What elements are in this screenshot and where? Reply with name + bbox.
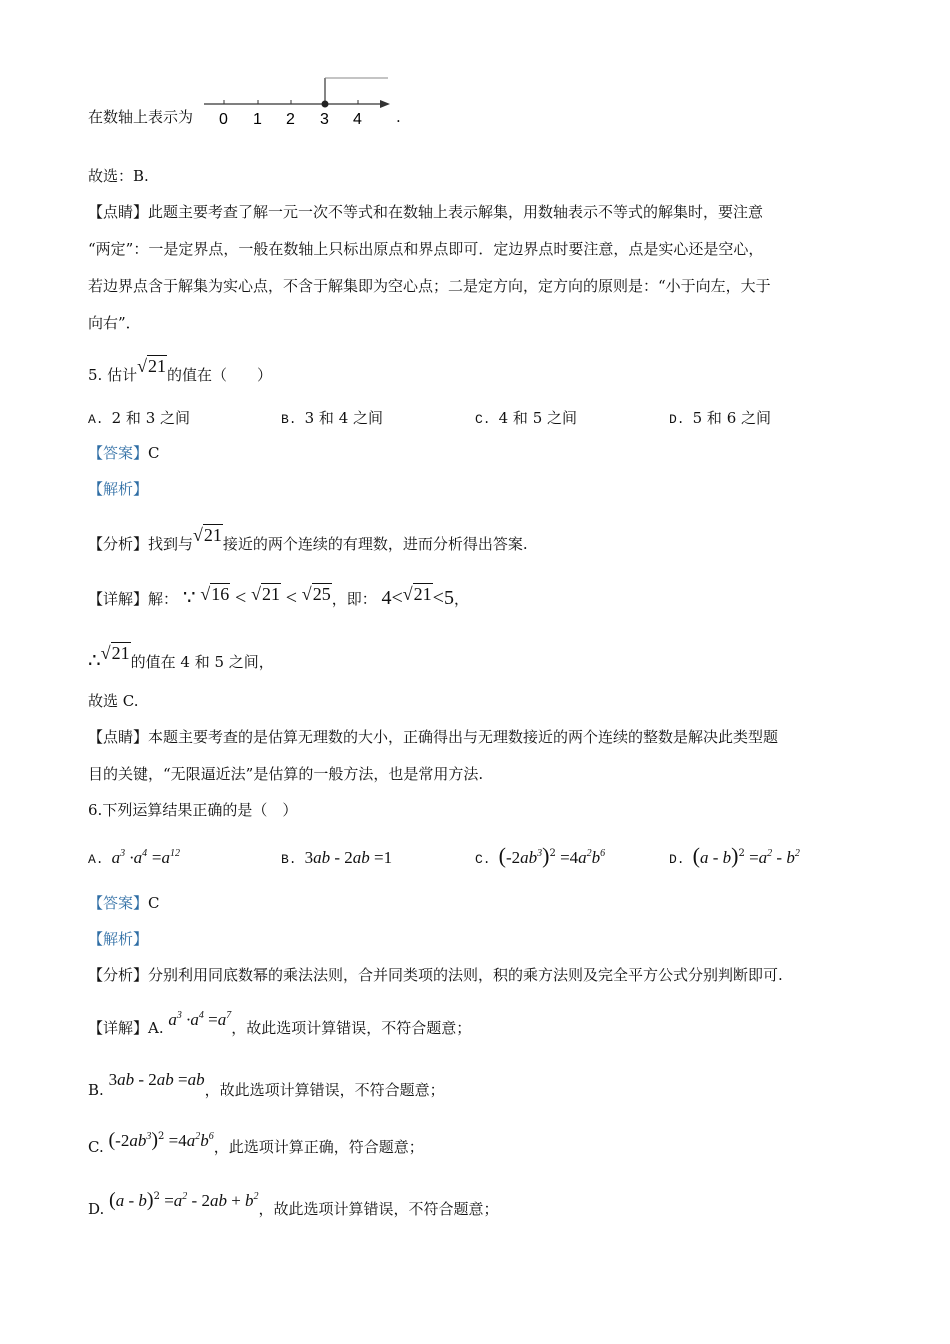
q5-therefore: ∴√21的值在 4 和 5 之间，: [88, 643, 274, 672]
q6-option-d: D. $(a - b)^2 =a^2 - b^2$: [669, 843, 800, 868]
q6-answer: 【答案】C: [88, 894, 160, 912]
q6-detail-c: C. $(-2ab^3)^2 =4a^2b^6$，此选项计算正确，符合题意；: [88, 1129, 424, 1156]
q4-remark-line-1: 【点睛】此题主要考查了解一元一次不等式和在数轴上表示解集，用数轴表示不等式的解集时，要注意: [88, 203, 764, 221]
sqrt-expression: √21: [137, 356, 166, 376]
q6-option-a: A. $a^3 \cdot a^4 =a^{12}$: [88, 848, 180, 867]
q5-option-b: B. 3 和 4 之间: [281, 409, 384, 427]
numberline-row: [88, 107, 193, 127]
q5-option-a: A. 2 和 3 之间: [88, 409, 191, 427]
sqrt-expression: √21: [193, 525, 222, 545]
q6-detail-b: B. 3ab - 2ab =ab，故此选项计算错误，不符合题意；: [88, 1070, 445, 1099]
q5-choose: 故选 C.: [88, 692, 139, 710]
q6-analysis-tag: 【解析】: [88, 930, 149, 948]
q5-answer: 【答案】C: [88, 444, 160, 462]
q4-choose: 故选：B.: [88, 167, 149, 185]
remark-tag: 【点睛】: [88, 203, 149, 221]
q5-detail: 【详解】解： ∵ √16 < √21 < √25，即： 4<√21<5，: [88, 584, 469, 609]
q5-fenxi: 【分析】找到与√21接近的两个连续的有理数，进而分析得出答案.: [88, 525, 528, 553]
tick-label: 0: [219, 111, 228, 128]
q5-option-c: C. 4 和 5 之间: [475, 409, 578, 427]
q5-stem: 5. 估计√21的值在（ ）: [88, 356, 273, 384]
q6-detail-a: 【详解】A. $a^3 \cdot a^4 =a^7$，故此选项计算错误，不符合题意；: [88, 1010, 472, 1037]
q6-stem: 6.下列运算结果正确的是（ ）: [88, 801, 298, 819]
q5-option-d: D. 5 和 6 之间: [669, 409, 772, 427]
q4-remark-line-3: 若边界点含于解集为实心点，不含于解集即为空心点；二是定方向，定方向的原则是：“小于向左，大于: [88, 277, 771, 295]
q5-analysis-tag: 【解析】: [88, 480, 149, 498]
numberline-suffix: .: [396, 108, 401, 126]
answer-tag: 【答案】: [88, 444, 149, 462]
q4-remark-line-4: 向右”．: [88, 314, 141, 332]
number-line-figure: [200, 74, 395, 130]
q5-remark-line-2: 目的关键，“无限逼近法”是估算的一般方法，也是常用方法.: [88, 765, 484, 783]
tick-label: 3: [320, 111, 329, 128]
tick-label: 2: [286, 111, 295, 128]
numberline-prefix: 在数轴上表示为: [88, 108, 194, 126]
q6-detail-d: D. $(a - b)^2 =a^2 - 2ab + b^2$，故此选项计算错误，不符合题意；: [88, 1189, 499, 1218]
tick-label: 1: [253, 111, 262, 128]
q6-fenxi: 【分析】分别利用同底数幂的乘法法则，合并同类项的法则，积的乘方法则及完全平方公式分别判断即可.: [88, 966, 783, 984]
tick-label: 4: [353, 111, 362, 128]
q4-remark-line-2: “两定”：一是定界点，一般在数轴上只标出原点和界点即可．定边界点时要注意，点是实心还是空心，: [88, 240, 764, 258]
q6-option-b: B. 3ab - 2ab =1: [281, 848, 393, 867]
q5-remark-line-1: 【点睛】本题主要考查的是估算无理数的大小，正确得出与无理数接近的两个连续的整数是解决此类型题: [88, 728, 779, 746]
q6-option-c: C. $(-2ab^3)^2 =4a^2b^6$: [475, 843, 606, 868]
